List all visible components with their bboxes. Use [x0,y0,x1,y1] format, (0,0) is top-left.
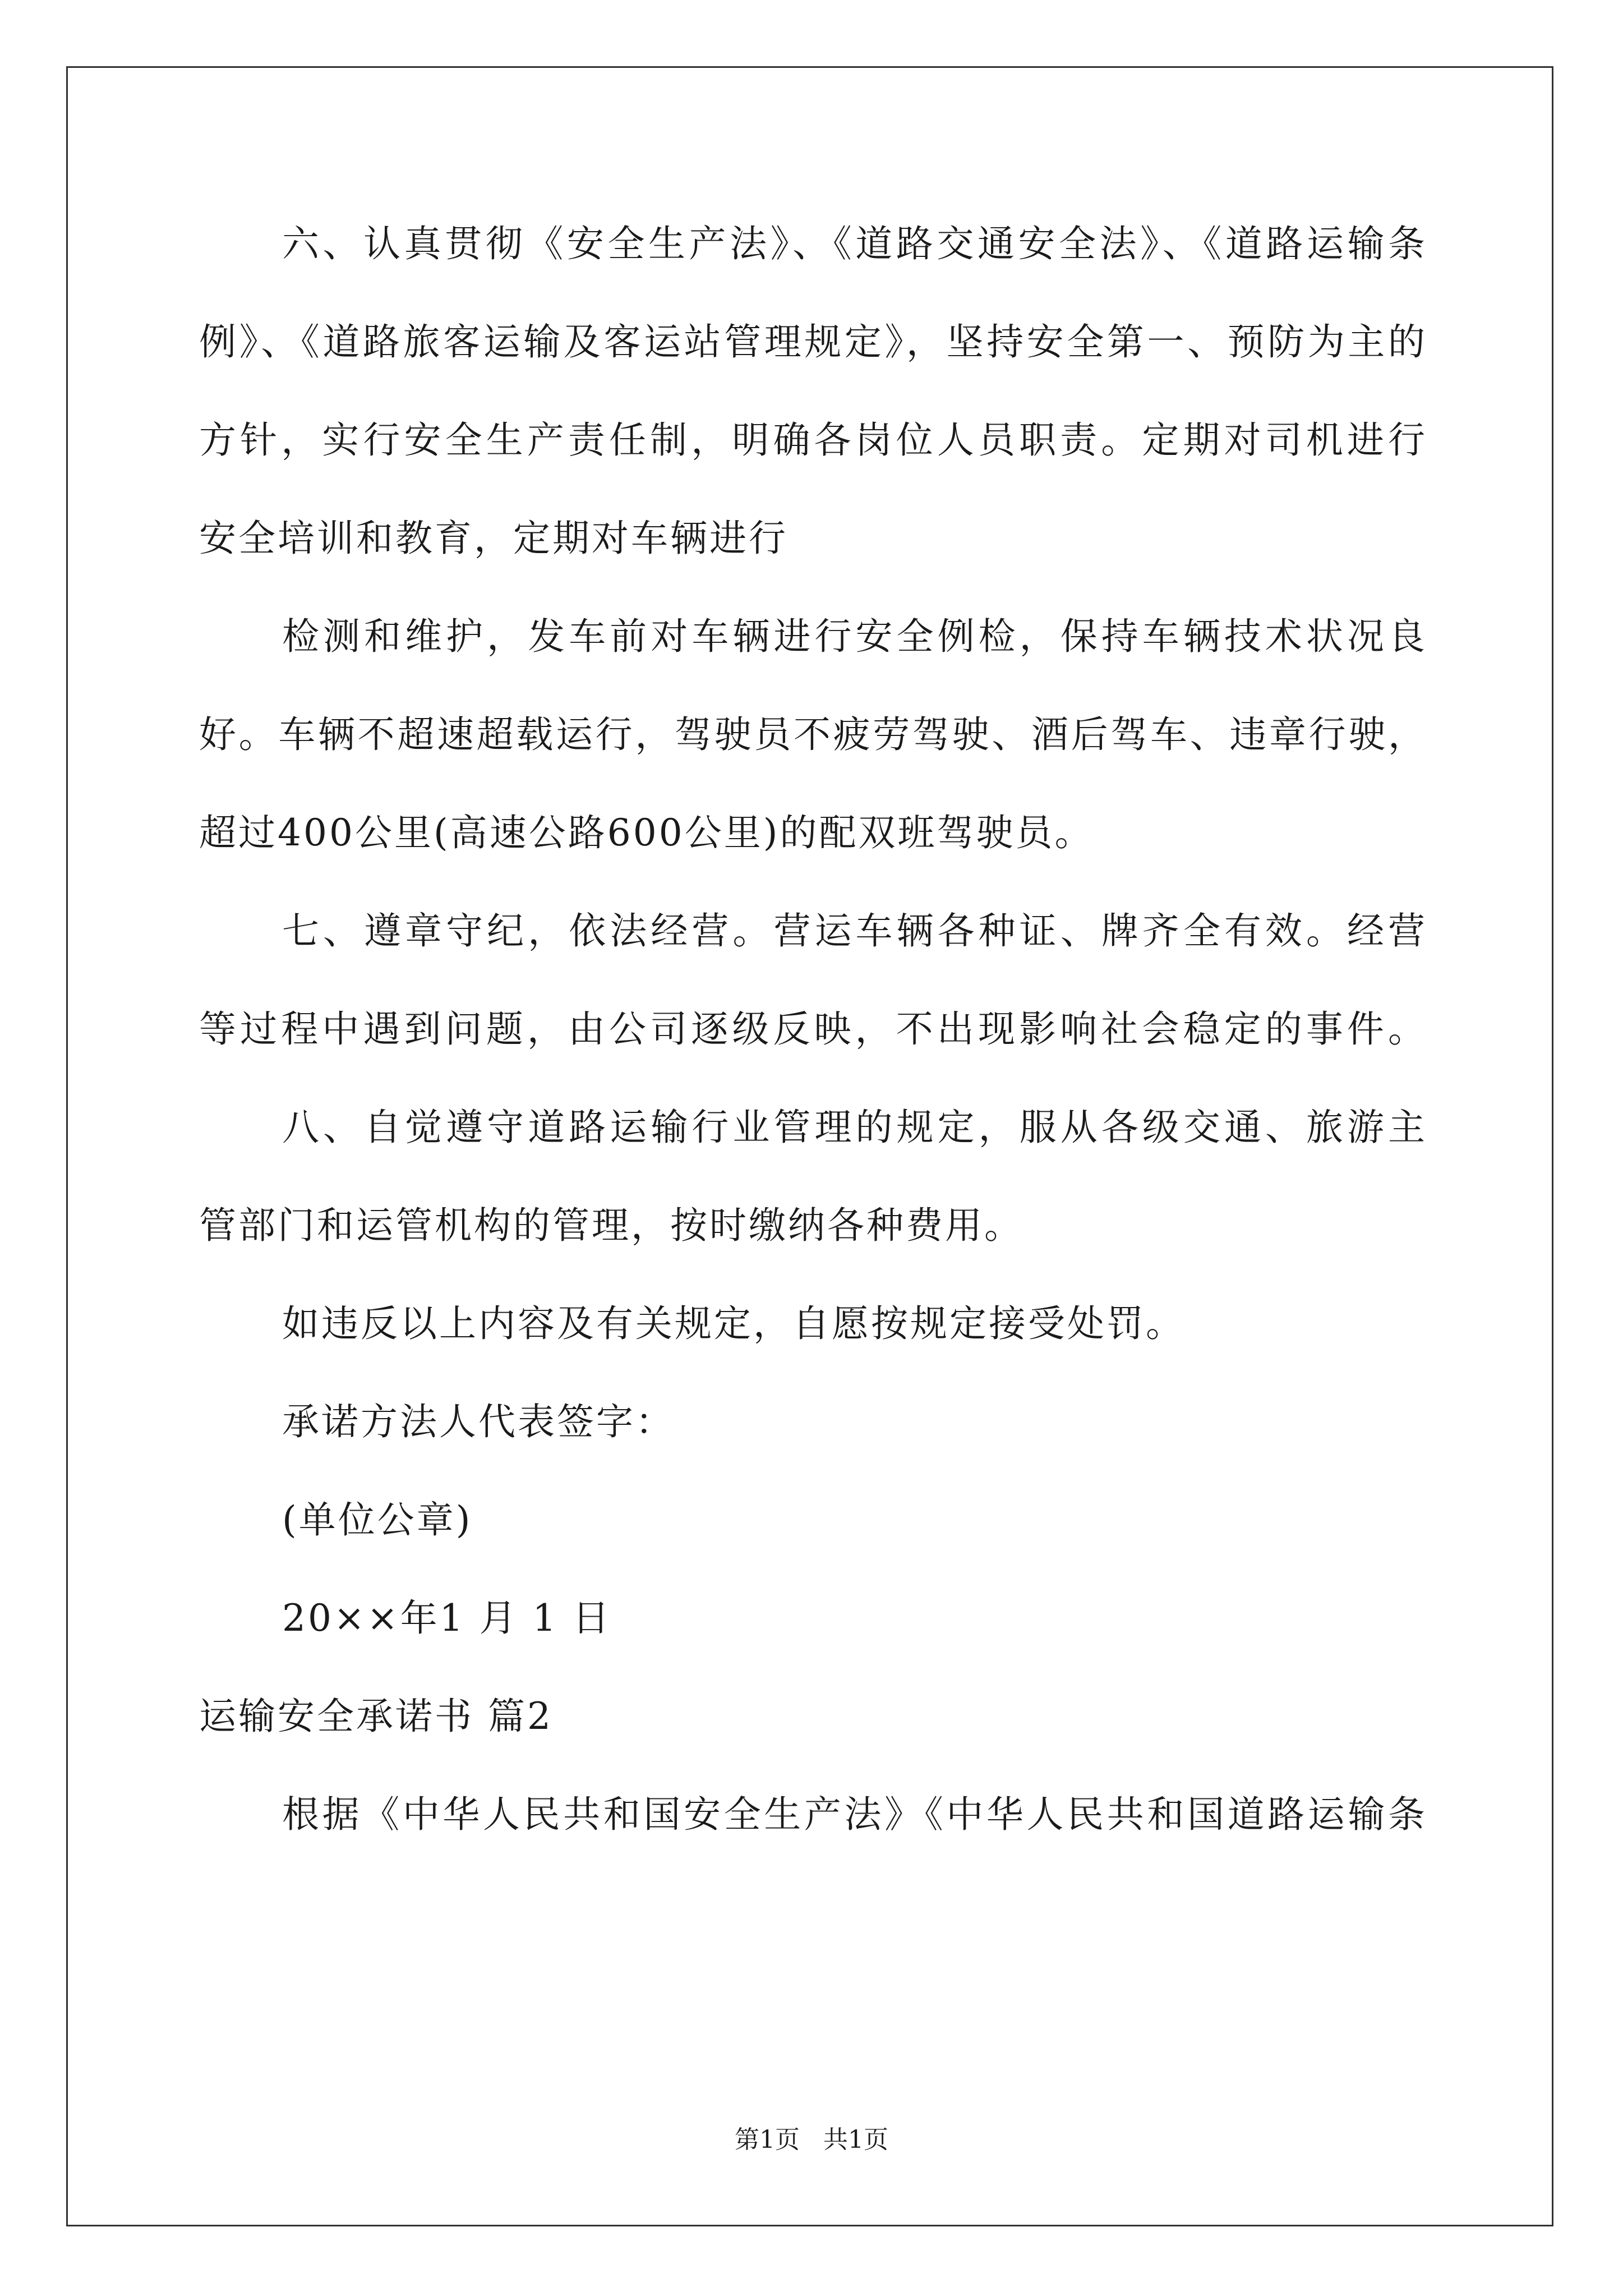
paragraph-7-line-2: 等过程中遇到问题，由公司逐级反映，不出现影响社会稳定的事件。 [199,1007,1427,1051]
paragraph-6-line-2: 例》、《道路旅客运输及客运站管理规定》，坚持安全第一、预防为主的 [199,320,1427,364]
signature-line: 承诺方法人代表签字： [282,1400,675,1443]
paragraph-continued-line-1: 检测和维护，发车前对车辆进行安全例检，保持车辆技术状况良 [282,615,1427,658]
paragraph-6-line-3: 方针，实行安全生产责任制，明确各岗位人员职责。定期对司机进行 [199,418,1427,462]
seal-line: (单位公章) [282,1498,473,1542]
paragraph-6-line-1: 六、认真贯彻《安全生产法》、《道路交通安全法》、《道路运输条 [282,222,1427,265]
section-heading: 运输安全承诺书 篇2 [199,1695,553,1738]
page-number-footer: 第1页 共1页 [735,2125,888,2154]
paragraph-7-line-1: 七、遵章守纪，依法经营。营运车辆各种证、牌齐全有效。经营 [282,909,1427,953]
paragraph-8-line-1: 八、自觉遵守道路运输行业管理的规定，服从各级交通、旅游主 [282,1106,1427,1149]
violation-clause: 如违反以上内容及有关规定，自愿按规定接受处罚。 [282,1302,1185,1345]
date-line: 20××年1 月 1 日 [282,1596,612,1640]
paragraph-8-line-2: 管部门和运管机构的管理，按时缴纳各种费用。 [199,1204,1023,1247]
paragraph-continued-line-3: 超过400公里(高速公路600公里)的配双班驾驶员。 [199,811,1094,854]
paragraph-continued-line-2: 好。车辆不超速超载运行，驾驶员不疲劳驾驶、酒后驾车、违章行驶， [199,713,1427,756]
paragraph-6-line-4: 安全培训和教育，定期对车辆进行 [199,517,788,560]
section-2-line-1: 根据《中华人民共和国安全生产法》《中华人民共和国道路运输条 [282,1793,1427,1836]
